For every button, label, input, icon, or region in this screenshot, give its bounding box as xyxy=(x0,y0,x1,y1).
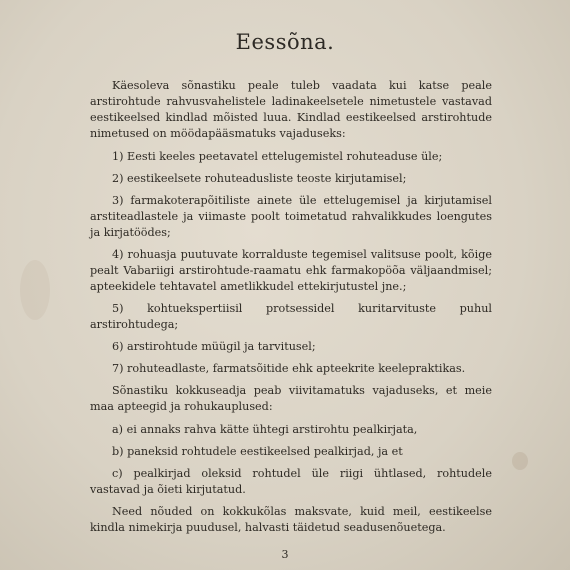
need-item-4: 4) rohuasja puutuvate korralduste tegemisel valitsuse poolt, kõige pealt Vabariigi arstirohtude-raamatu ehk farmakopöõa väljaandmisel; apteekidele tehtavatel ametlikkudel ettekirjutustel jne.; xyxy=(90,248,492,293)
need-item-6: 6) arstirohtude müügil ja tarvitusel; xyxy=(112,340,316,353)
closing-paragraph: Need nõuded on kokkukõlas maksvate, kuid meil, eestikeelse kindla nimekirja puudusel, halvasti täidetud seadusenõuetega. xyxy=(90,505,492,534)
requirement-paragraph: Sõnastiku kokkuseadja peab viivitamatuks vajaduseks, et meie maa apteegid ja rohukauplused: xyxy=(90,384,492,413)
page-number: 3 xyxy=(281,548,289,561)
condition-item-c: c) pealkirjad oleksid rohtudel üle riigi ühtlased, rohtudele vastavad ja õieti kirjutatud. xyxy=(90,467,492,496)
need-item-1: 1) Eesti keeles peetavatel ettelugemistel rohuteaduse üle; xyxy=(112,150,443,163)
paper-stain xyxy=(512,452,528,470)
paper-stain xyxy=(20,260,50,320)
condition-item-a: a) ei annaks rahva kätte ühtegi arstirohtu pealkirjata, xyxy=(112,423,418,436)
need-item-2: 2) eestikeelsete rohuteadusliste teoste kirjutamisel; xyxy=(112,172,407,185)
need-item-7: 7) rohuteadlaste, farmatsõitide ehk apteekrite keelepraktikas. xyxy=(112,362,466,375)
body-text xyxy=(90,78,492,543)
need-item-3: 3) farmakoterapõitiliste ainete üle ettelugemisel ja kirjutamisel arstiteadlastele ja viimaste poolt toimetatud rahvalikkudes loengutes ja kirjatöödes; xyxy=(90,194,492,239)
page-title: Eessõna. xyxy=(235,30,335,54)
condition-item-b: b) paneksid rohtudele eestikeelsed pealkirjad, ja et xyxy=(112,445,403,458)
intro-paragraph: Käesoleva sõnastiku peale tuleb vaadata kui katse peale arstirohtude rahvusvahelistele ladinakeelsetele nimetustele vastavad eestikeelsed kindlad mõisted luua. Kindlad eestikeelsed arstirohtude nimetused on möödapääsmatuks vajaduseks: xyxy=(90,79,492,140)
need-item-5: 5) kohtuekspertiisil protsessidel kuritarvituste puhul arstirohtudega; xyxy=(90,302,492,331)
